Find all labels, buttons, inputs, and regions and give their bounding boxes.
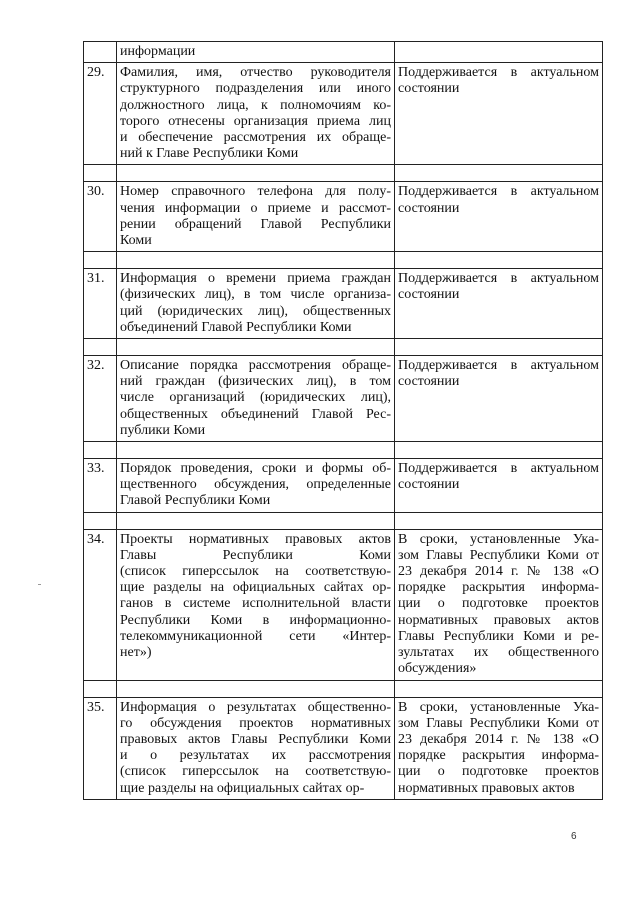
row-gap [84,442,603,459]
term-line: 23 декабря 2014 г. № 138 «О [398,731,599,747]
term-line: Поддерживается в актуальном [398,461,599,477]
gap-cell [84,680,117,697]
table-row [84,63,603,165]
table-row [84,529,603,680]
gap-cell [84,512,117,529]
term-line: ции о подготовке проектов [398,764,599,780]
gap-cell [395,680,603,697]
term-line: нормативных правовых актов [398,612,599,628]
gap-cell [395,165,603,182]
gap-cell [117,512,395,529]
description-line: щественного обсуждения, определенные [120,477,391,493]
term-line: состоянии [398,287,460,303]
term-line: зом Главы Республики Коми от [398,547,599,563]
table-row [84,459,603,513]
term-line: состоянии [398,81,460,97]
update-term [395,63,603,165]
item-description [117,182,395,252]
description-line: щие разделы на официальных сайтах ор- [120,580,391,596]
page-number: 6 [571,831,577,842]
gap-cell [395,442,603,459]
scan-speck [38,584,41,585]
row-number: 33. [84,459,117,513]
description-line: числе организаций (юридических лиц), [120,390,391,406]
item-description [117,63,395,165]
gap-cell [84,442,117,459]
row-number: 29. [84,63,117,165]
item-description [117,42,395,63]
term-line: 23 декабря 2014 г. № 138 «О [398,564,599,580]
term-line: Поддерживается в актуальном [398,271,599,287]
row-number: 32. [84,356,117,442]
gap-cell [117,165,395,182]
update-term [395,697,603,799]
term-line: Поддерживается в актуальном [398,358,599,374]
description-line: информации [120,44,196,59]
description-line: (список гиперссылок на соответствую- [120,764,391,780]
gap-cell [84,339,117,356]
term-line: зом Главы Республики Коми от [398,715,599,731]
row-gap [84,680,603,697]
term-line: зультатах их общественного [398,645,599,661]
gap-cell [117,680,395,697]
description-line: го обсуждения проектов нормативных [120,715,391,731]
gap-cell [117,252,395,269]
term-line: ции о подготовке проектов [398,596,599,612]
description-line: Описание порядка рассмотрения обраще- [120,358,391,374]
description-line: Главой Республики Коми [120,493,271,509]
gap-cell [395,512,603,529]
description-line: Информация о времени приема граждан [120,271,391,287]
gap-cell [395,252,603,269]
information-table [83,41,603,800]
gap-cell [84,165,117,182]
term-line: порядке раскрытия информа- [398,580,599,596]
description-line: Коми [120,233,152,249]
row-gap [84,339,603,356]
term-line: В сроки, установленные Ука- [398,699,599,715]
description-line: чения информации о приеме и рассмот- [120,200,391,216]
description-line: рении обращений Главой Республики [120,216,391,232]
description-line: и о результатах их рассмотрения [120,748,391,764]
row-gap [84,252,603,269]
term-line: Поддерживается в актуальном [398,65,599,81]
description-line: телекоммуникационной сети «Интер- [120,628,391,644]
term-line: Главы Республики Коми и ре- [398,628,599,644]
table-row [84,697,603,799]
description-line: Республики Коми в информационно- [120,612,391,628]
term-line: порядке раскрытия информа- [398,748,599,764]
description-line: Номер справочного телефона для полу- [120,184,391,200]
update-term [395,459,603,513]
update-term [395,182,603,252]
table-row [84,356,603,442]
term-line: Поддерживается в актуальном [398,184,599,200]
description-line: объединений Главой Республики Коми [120,319,352,335]
row-number: 30. [84,182,117,252]
term-line: состоянии [398,477,460,493]
description-line: должностного лица, к полномочиям ко- [120,97,391,113]
row-gap [84,165,603,182]
description-line: (список гиперссылок на соответствую- [120,564,391,580]
gap-cell [117,442,395,459]
description-line: Порядок проведения, сроки и формы об- [120,461,391,477]
description-line: щие разделы на официальных сайтах ор- [120,780,365,796]
description-line: правовых актов Главы Республики Коми [120,731,391,747]
description-line: Проекты нормативных правовых актов [120,531,391,547]
description-line: (физических лиц), в том числе организа- [120,287,391,303]
item-description [117,356,395,442]
table-row [84,269,603,339]
description-line: публики Коми [120,422,206,438]
term-line: обсуждения» [398,661,477,677]
item-description [117,269,395,339]
term-line: нормативных правовых актов [398,780,575,796]
description-line: ганов в системе исполнительной власти [120,596,391,612]
row-number [84,42,117,63]
update-term [395,529,603,680]
description-line: и обеспечение рассмотрения их обраще- [120,130,391,146]
row-number: 35. [84,697,117,799]
update-term [395,42,603,63]
description-line: структурного подразделения или иного [120,81,391,97]
update-term [395,269,603,339]
gap-cell [84,252,117,269]
table-row [84,42,603,63]
description-line: Информация о результатах общественно- [120,699,391,715]
description-line: Фамилия, имя, отчество руководителя [120,65,391,81]
table-row [84,182,603,252]
row-gap [84,512,603,529]
description-line: общественных объединений Главой Рес- [120,406,391,422]
description-line: ций (юридических лиц), общественных [120,303,391,319]
gap-cell [117,339,395,356]
term-line: В сроки, установленные Ука- [398,531,599,547]
item-description [117,459,395,513]
description-line: нет») [120,645,152,661]
row-number: 31. [84,269,117,339]
gap-cell [395,339,603,356]
row-number: 34. [84,529,117,680]
description-line: Главы Республики Коми [120,547,391,563]
description-line: торого отнесены организация приема лиц [120,113,391,129]
description-line: ний к Главе Республики Коми [120,146,299,162]
description-line: ний граждан (физических лиц), в том [120,374,391,390]
term-line: состоянии [398,374,460,390]
term-line: состоянии [398,200,460,216]
item-description [117,529,395,680]
item-description [117,697,395,799]
update-term [395,356,603,442]
table-body [84,42,603,800]
